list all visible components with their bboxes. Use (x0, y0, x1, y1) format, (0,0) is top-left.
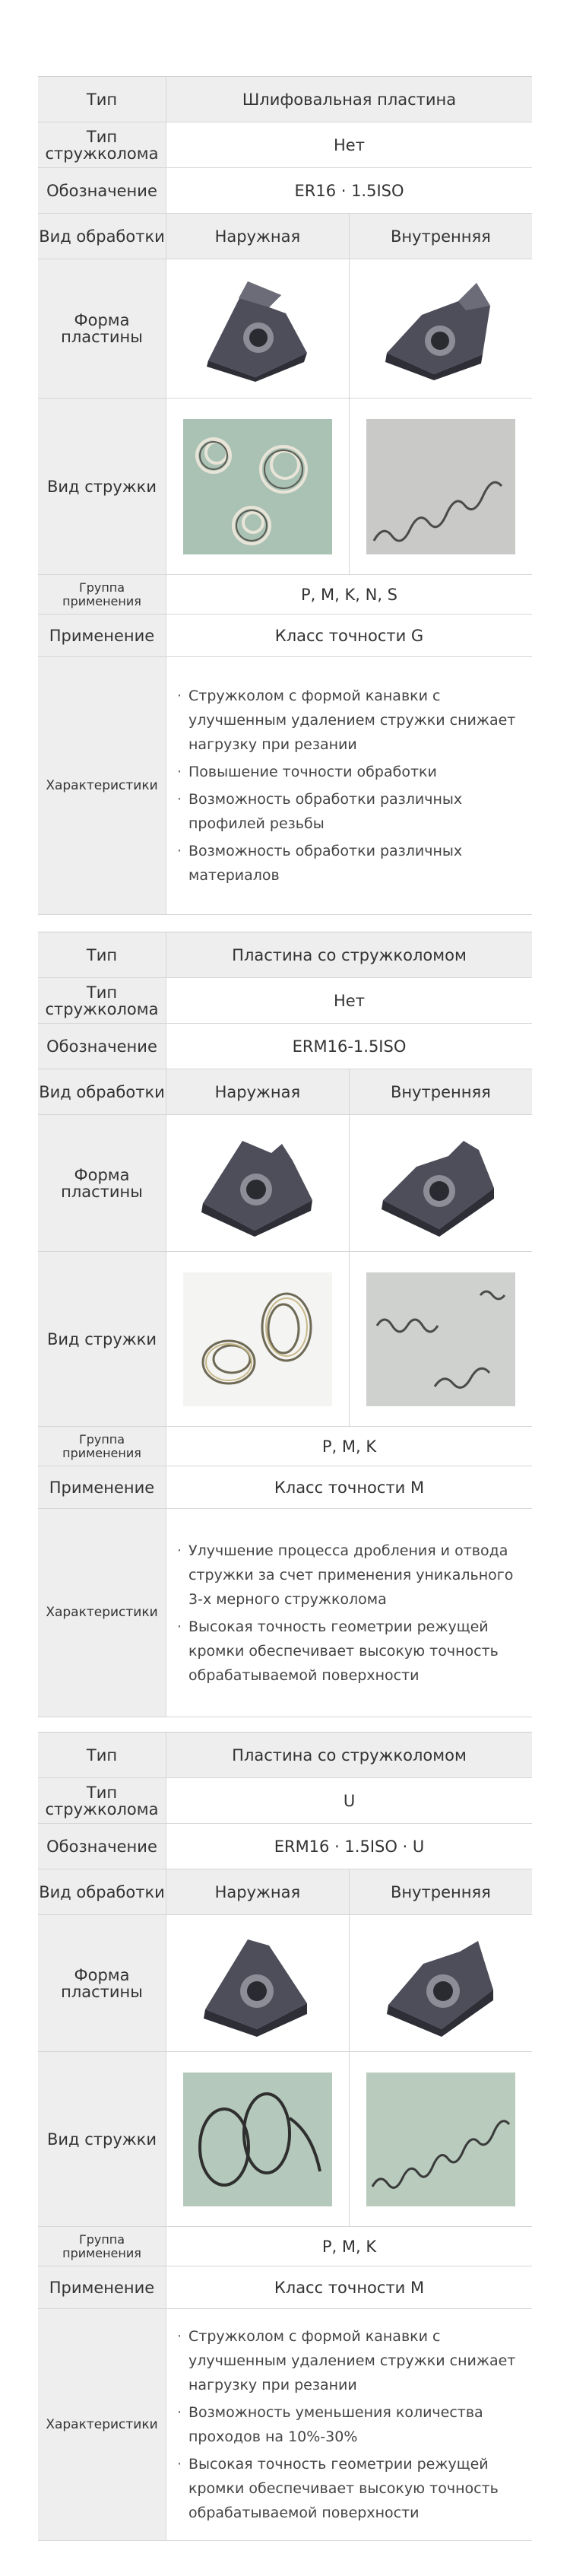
value-application: Класс точности M (166, 1466, 533, 1509)
row-application (38, 1466, 532, 1509)
row-application (38, 2266, 532, 2309)
insert-internal-image (349, 1115, 532, 1252)
value-chipbreaker: Нет (166, 122, 533, 168)
chip-external-image (166, 2052, 350, 2227)
value-type: Пластина со стружколомом (166, 1733, 533, 1778)
insert-external-image (166, 259, 350, 399)
row-application-group (38, 575, 532, 615)
value-type: Пластина со стружколомом (166, 932, 533, 978)
value-chipbreaker: Нет (166, 978, 533, 1024)
chip-external-image (166, 399, 350, 575)
value-designation: ERM16-1.5ISO (166, 1024, 533, 1069)
row-type (38, 1733, 532, 1778)
chip-external-photo (183, 2073, 332, 2206)
label-type: Тип (38, 1733, 166, 1778)
chip-internal-image (349, 1252, 532, 1427)
insert-internal-image (349, 1915, 532, 2052)
value-application-group: P, M, K (166, 1427, 533, 1466)
value-internal: Внутренняя (349, 214, 532, 259)
label-characteristics: Характеристики (38, 2309, 166, 2541)
feature-item: · Стружколом с формой канавки с улучшенным удалением стружки снижает нагрузку при резании (177, 2324, 523, 2397)
label-designation: Обозначение (38, 168, 166, 214)
row-machining (38, 1869, 532, 1915)
row-machining (38, 1069, 532, 1115)
row-application (38, 615, 532, 657)
value-chipbreaker: U (166, 1778, 533, 1824)
row-chip-shape (38, 399, 532, 575)
feature-item: · Высокая точность геометрии режущей кромки обеспечивает высокую точность обрабатываемой поверхности (177, 2452, 523, 2525)
row-chipbreaker (38, 978, 532, 1024)
label-machining: Вид обработки (38, 214, 166, 259)
value-application-group: P, M, K, N, S (166, 575, 533, 615)
value-application-group: P, M, K (166, 2227, 533, 2266)
insert-external-icon (193, 1930, 322, 2037)
row-type (38, 77, 532, 122)
label-machining: Вид обработки (38, 1069, 166, 1115)
label-insert-shape: Форма пластины (38, 1115, 166, 1252)
chip-external-photo (183, 1272, 332, 1406)
spec-table-grinding-insert (38, 76, 532, 915)
label-type: Тип (38, 932, 166, 978)
label-chipbreaker-type: Тип стружколома (38, 1778, 166, 1824)
insert-internal-image (349, 259, 532, 399)
spec-table-chipbreaker-u-insert (38, 1732, 532, 2541)
value-internal: Внутренняя (349, 1869, 532, 1915)
chip-internal-image (349, 399, 532, 575)
label-chip-shape: Вид стружки (38, 2052, 166, 2227)
label-chipbreaker-type: Тип стружколома (38, 978, 166, 1024)
label-characteristics: Характеристики (38, 1509, 166, 1717)
feature-item: · Возможность обработки различных материалов (177, 839, 523, 888)
row-characteristics (38, 657, 532, 915)
row-application-group (38, 1427, 532, 1466)
label-chipbreaker-type: Тип стружколома (38, 122, 166, 168)
insert-internal-icon (372, 1130, 509, 1237)
label-designation: Обозначение (38, 1824, 166, 1869)
feature-item: · Стружколом с формой канавки с улучшенным удалением стружки снижает нагрузку при резании (177, 684, 523, 757)
insert-external-image (166, 1115, 350, 1252)
chip-external-photo (183, 419, 332, 554)
value-application: Класс точности M (166, 2266, 533, 2309)
row-insert-shape (38, 259, 532, 399)
row-characteristics (38, 2309, 532, 2541)
feature-item: · Улучшение процесса дробления и отвода стружки за счет применения уникального 3-х мерного стружколома (177, 1539, 523, 1612)
label-machining: Вид обработки (38, 1869, 166, 1915)
chip-internal-image (349, 2052, 532, 2227)
insert-internal-icon (376, 1930, 505, 2037)
label-chip-shape: Вид стружки (38, 1252, 166, 1427)
row-machining (38, 214, 532, 259)
feature-item: · Повышение точности обработки (177, 760, 523, 784)
label-type: Тип (38, 77, 166, 122)
value-type: Шлифовальная пластина (166, 77, 533, 122)
label-insert-shape: Форма пластины (38, 259, 166, 399)
value-external: Наружная (166, 214, 350, 259)
label-application: Применение (38, 2266, 166, 2309)
characteristics-list (166, 2309, 533, 2541)
value-internal: Внутренняя (349, 1069, 532, 1115)
row-chip-shape (38, 2052, 532, 2227)
row-chipbreaker (38, 1778, 532, 1824)
characteristics-list (166, 1509, 533, 1717)
value-external: Наружная (166, 1869, 350, 1915)
label-application: Применение (38, 1466, 166, 1509)
chip-internal-photo (366, 419, 515, 554)
row-designation (38, 168, 532, 214)
insert-external-icon (189, 1130, 326, 1237)
row-characteristics (38, 1509, 532, 1717)
characteristics-list (166, 657, 533, 915)
row-insert-shape (38, 1915, 532, 2052)
row-chip-shape (38, 1252, 532, 1427)
label-chip-shape: Вид стружки (38, 399, 166, 575)
row-type (38, 932, 532, 978)
label-application-group: Группа применения (38, 575, 166, 615)
label-characteristics: Характеристики (38, 657, 166, 915)
row-designation (38, 1824, 532, 1869)
insert-internal-icon (376, 275, 505, 382)
row-chipbreaker (38, 122, 532, 168)
feature-item: · Высокая точность геометрии режущей кромки обеспечивает высокую точность обрабатываемой поверхности (177, 1615, 523, 1688)
chip-internal-photo (366, 2073, 515, 2206)
feature-item: · Возможность уменьшения количества проходов на 10%-30% (177, 2400, 523, 2449)
value-designation: ERM16 · 1.5ISO · U (166, 1824, 533, 1869)
feature-item: · Возможность обработки различных профилей резьбы (177, 787, 523, 836)
chip-internal-photo (366, 1272, 515, 1406)
label-designation: Обозначение (38, 1024, 166, 1069)
value-designation: ER16 · 1.5ISO (166, 168, 533, 214)
row-application-group (38, 2227, 532, 2266)
label-application-group: Группа применения (38, 1427, 166, 1466)
label-application: Применение (38, 615, 166, 657)
chip-external-image (166, 1252, 350, 1427)
insert-external-icon (193, 275, 322, 382)
value-external: Наружная (166, 1069, 350, 1115)
insert-external-image (166, 1915, 350, 2052)
row-insert-shape (38, 1115, 532, 1252)
label-insert-shape: Форма пластины (38, 1915, 166, 2052)
value-application: Класс точности G (166, 615, 533, 657)
row-designation (38, 1024, 532, 1069)
label-application-group: Группа применения (38, 2227, 166, 2266)
spec-table-chipbreaker-insert (38, 932, 532, 1717)
